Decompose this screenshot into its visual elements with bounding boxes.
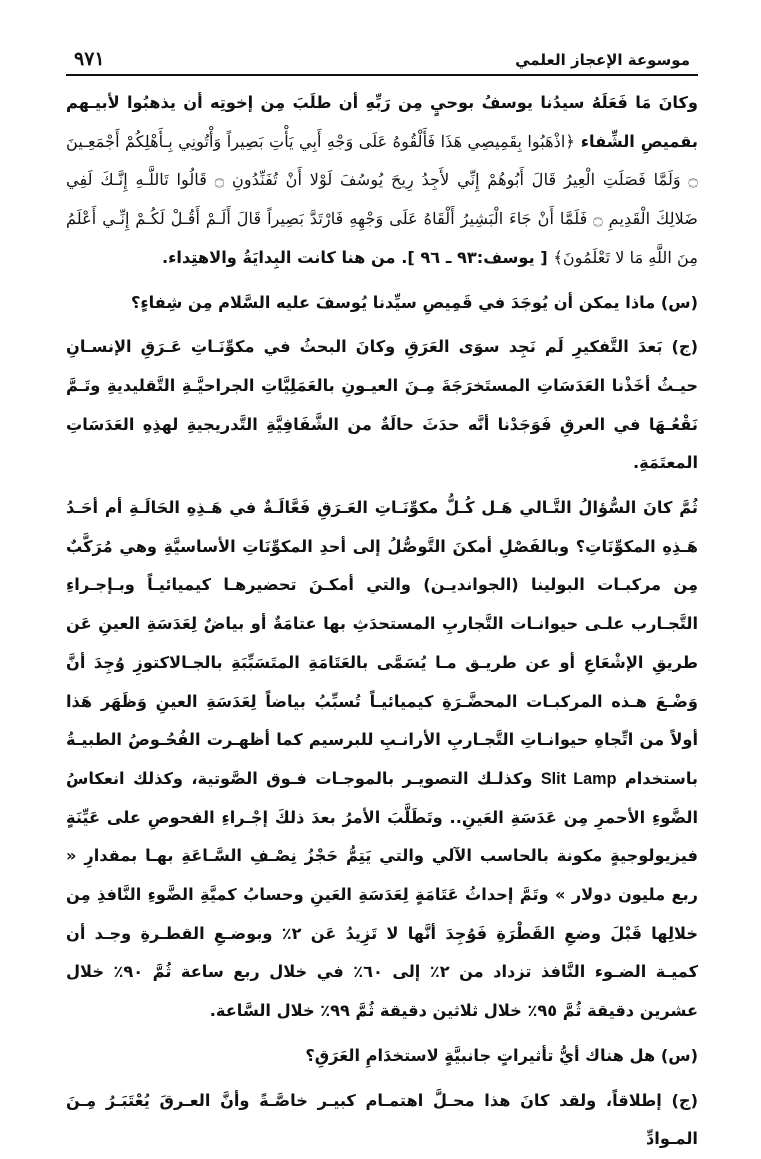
answer-1: (ج) بَعدَ التَّفكيرِ لَم نَجِد سوَى العَرَقِ وكانَ البحثُ في مكوِّنَـاتِ عَـرَقِ الإنسـانِ حيـثُ أخَذْنا العَدَسَاتِ المستَخرَجَةَ مِـنَ العيـونِ بالعَمَلِيَّاتِ الجراحيَّـةِ التَّقليديةِ وتَـمَّ نَقْعُـهَا في العرقِ فَوَجَدْنا أنَّه حدَثَ حالَةٌ من الشَّفَافِيَّةِ التَّدريجيةِ لهذِهِ العَدَسَاتِ المعتَمَةِ. (66, 337, 698, 473)
answer-2: (ج) إطلاقاً، ولقد كانَ هذا محـلَّ اهتمـام كبيـر خاصَّـةً وأنَّ العـرقَ يُعْتَبَـرُ مِـنَ المـوادِّ (66, 1090, 698, 1149)
paragraph-shirt-story (66, 84, 698, 278)
research-text: ثُمَّ كانَ السُّؤالُ التَّـالي هَـل كُـلُّ مكوِّنَـاتِ العَـرَقِ فَعَّالَـةٌ في هَـذِهِ الحَالَـةِ أم أحَـدُ هَـذِهِ المكوِّنَاتِ؟ وبالفَصْلِ أمكنَ التَّوصُّلُ إلى أحدِ المكوِّنَاتِ الأساسيَّةِ وهي مُرَكَّبٌ مِن مركبـات البولينا (الجوانديـن) والتي أمكـنَ تحضيرهـا كيميائيـاً وبـإجـراءِ التَّجـارب علـى حيوانـات التَّجاربِ المستحدَثِ بها عتامَةٌ أو بياضٌ لِعَدَسَةِ العينِ عَن طريقِ الإشْعَاعِ أو عن طريـق مـا يُسَمَّى بالعَتَامَةِ المتَسَبِّبَةِ بالجـالاكتوزِ وُجِدَ أنَّ وَضْـعَ هـذه المركبـات المحضَّـرَةِ كيميائيـاً تُسبِّبُ بياضاً لِعَدَسَةِ العينِ وَظَهَر هَذا أولاً من اتِّجاهِ حيوانـاتِ التَّجـاربِ الأرانـبِ للبرسيم كما أظهـرت الفُحُـوصُ الطبيـةُ باستخدام (66, 498, 698, 788)
body-text (66, 84, 698, 1159)
paragraph-outro: من هنا كانت البِدايَةُ والاهتِداء. (161, 247, 396, 267)
verse-reference: [ يوسف:٩٣ ـ ٩٦ ]. (401, 247, 548, 267)
running-title: موسوعة الإعجاز العلمي (515, 51, 690, 69)
quran-verse: ﴿اذْهَبُوا بِقَمِيصِي هَذَا فَأَلْقُوهُ عَلَى وَجْهِ أَبِي يَأْتِ بَصِيراً وَأْتُونِي بِـأَهْلِكُمْ أَجْمَعِـينَ ۝ وَلَمَّا فَصَلَتِ الْعِيرُ قَالَ أَبُوهُمْ إِنِّي لأَجِدُ رِيحَ يُوسُفَ لَوْلا أَنْ تُفَنِّدُونِ ۝ قَالُوا تَاللَّـهِ إِنَّـكَ لَفِي ضَلالِكَ الْقَدِيمِ ۝ فَلَمَّا أَنْ جَاءَ الْبَشِيرُ أَلْقَاهُ عَلَى وَجْهِهِ فَارْتَدَّ بَصِيراً قَالَ أَلَـمْ أَقُـلْ لَكُـمْ إِنِّـي أَعْلَمُ مِنَ اللَّهِ مَا لا تَعْلَمُونَ﴾ (66, 131, 698, 267)
paragraph-research (66, 489, 698, 1031)
page-number: ٩٧١ (74, 48, 105, 70)
question-2: (س) هل هناك أيُّ تأثيراتٍ جانبيَّةٍ لاستخدَامِ العَرَقِ؟ (305, 1045, 698, 1065)
slit-lamp-term: Slit Lamp (540, 769, 617, 788)
research-text-continued: وكذلـك التصويـر بالموجـات فـوق الصَّوتية، وكذلك انعكاسُ الضَّوءِ الأحمرِ مِن عَدَسَةِ العَينِ.. وتَطَلَّبَ الأمرُ بعدَ ذلكَ إجْـراءِ الفحوصِ على عَيِّنَةٍ فيزيولوجيةٍ مكونة بالحاسب الآلي والتي يَتِمُّ حَجْزُ نِصْـفِ السَّـاعَةِ بهـا بمقدارِ « ربع مليون دولار » وتَمَّ إحداثُ عَتَامَةٍ لِعَدَسَةِ العَينِ وحسابُ كميَّةِ الضَّوءِ النَّافذِ مِن خلالِها قَبْلَ وضعِ القَطْرَةِ فَوُجِدَ أنَّها لا تَزِيدُ عَن ٢٪ وبوضـعِ القطـرةِ وجـد أن كميـة الضـوء النَّافذ تزداد من ٢٪ إلى ٦٠٪ في خلال ربع ساعة ثُمَّ ٩٠٪ خلال عشرين دقيقة ثُمَّ ٩٥٪ خلال ثلاثين دقيقة ثُمَّ ٩٩٪ خلال السَّاعة. (66, 768, 698, 1021)
question-1: (س) ماذا يمكن أن يُوجَدَ في قَمِيصِ سيِّدنا يُوسفَ عليه السَّلام مِن شِفاءٍ؟ (130, 292, 698, 312)
page-header (66, 44, 698, 76)
paragraph-intro: وكانَ مَا فَعَلَهُ سيدُنا يوسفُ بوحيٍ مِن رَبِّهِ أن طلَبَ مِن إخوتِه أن يذهبُوا لأبيـهم بقميصِ الشِّفاء (66, 93, 698, 151)
